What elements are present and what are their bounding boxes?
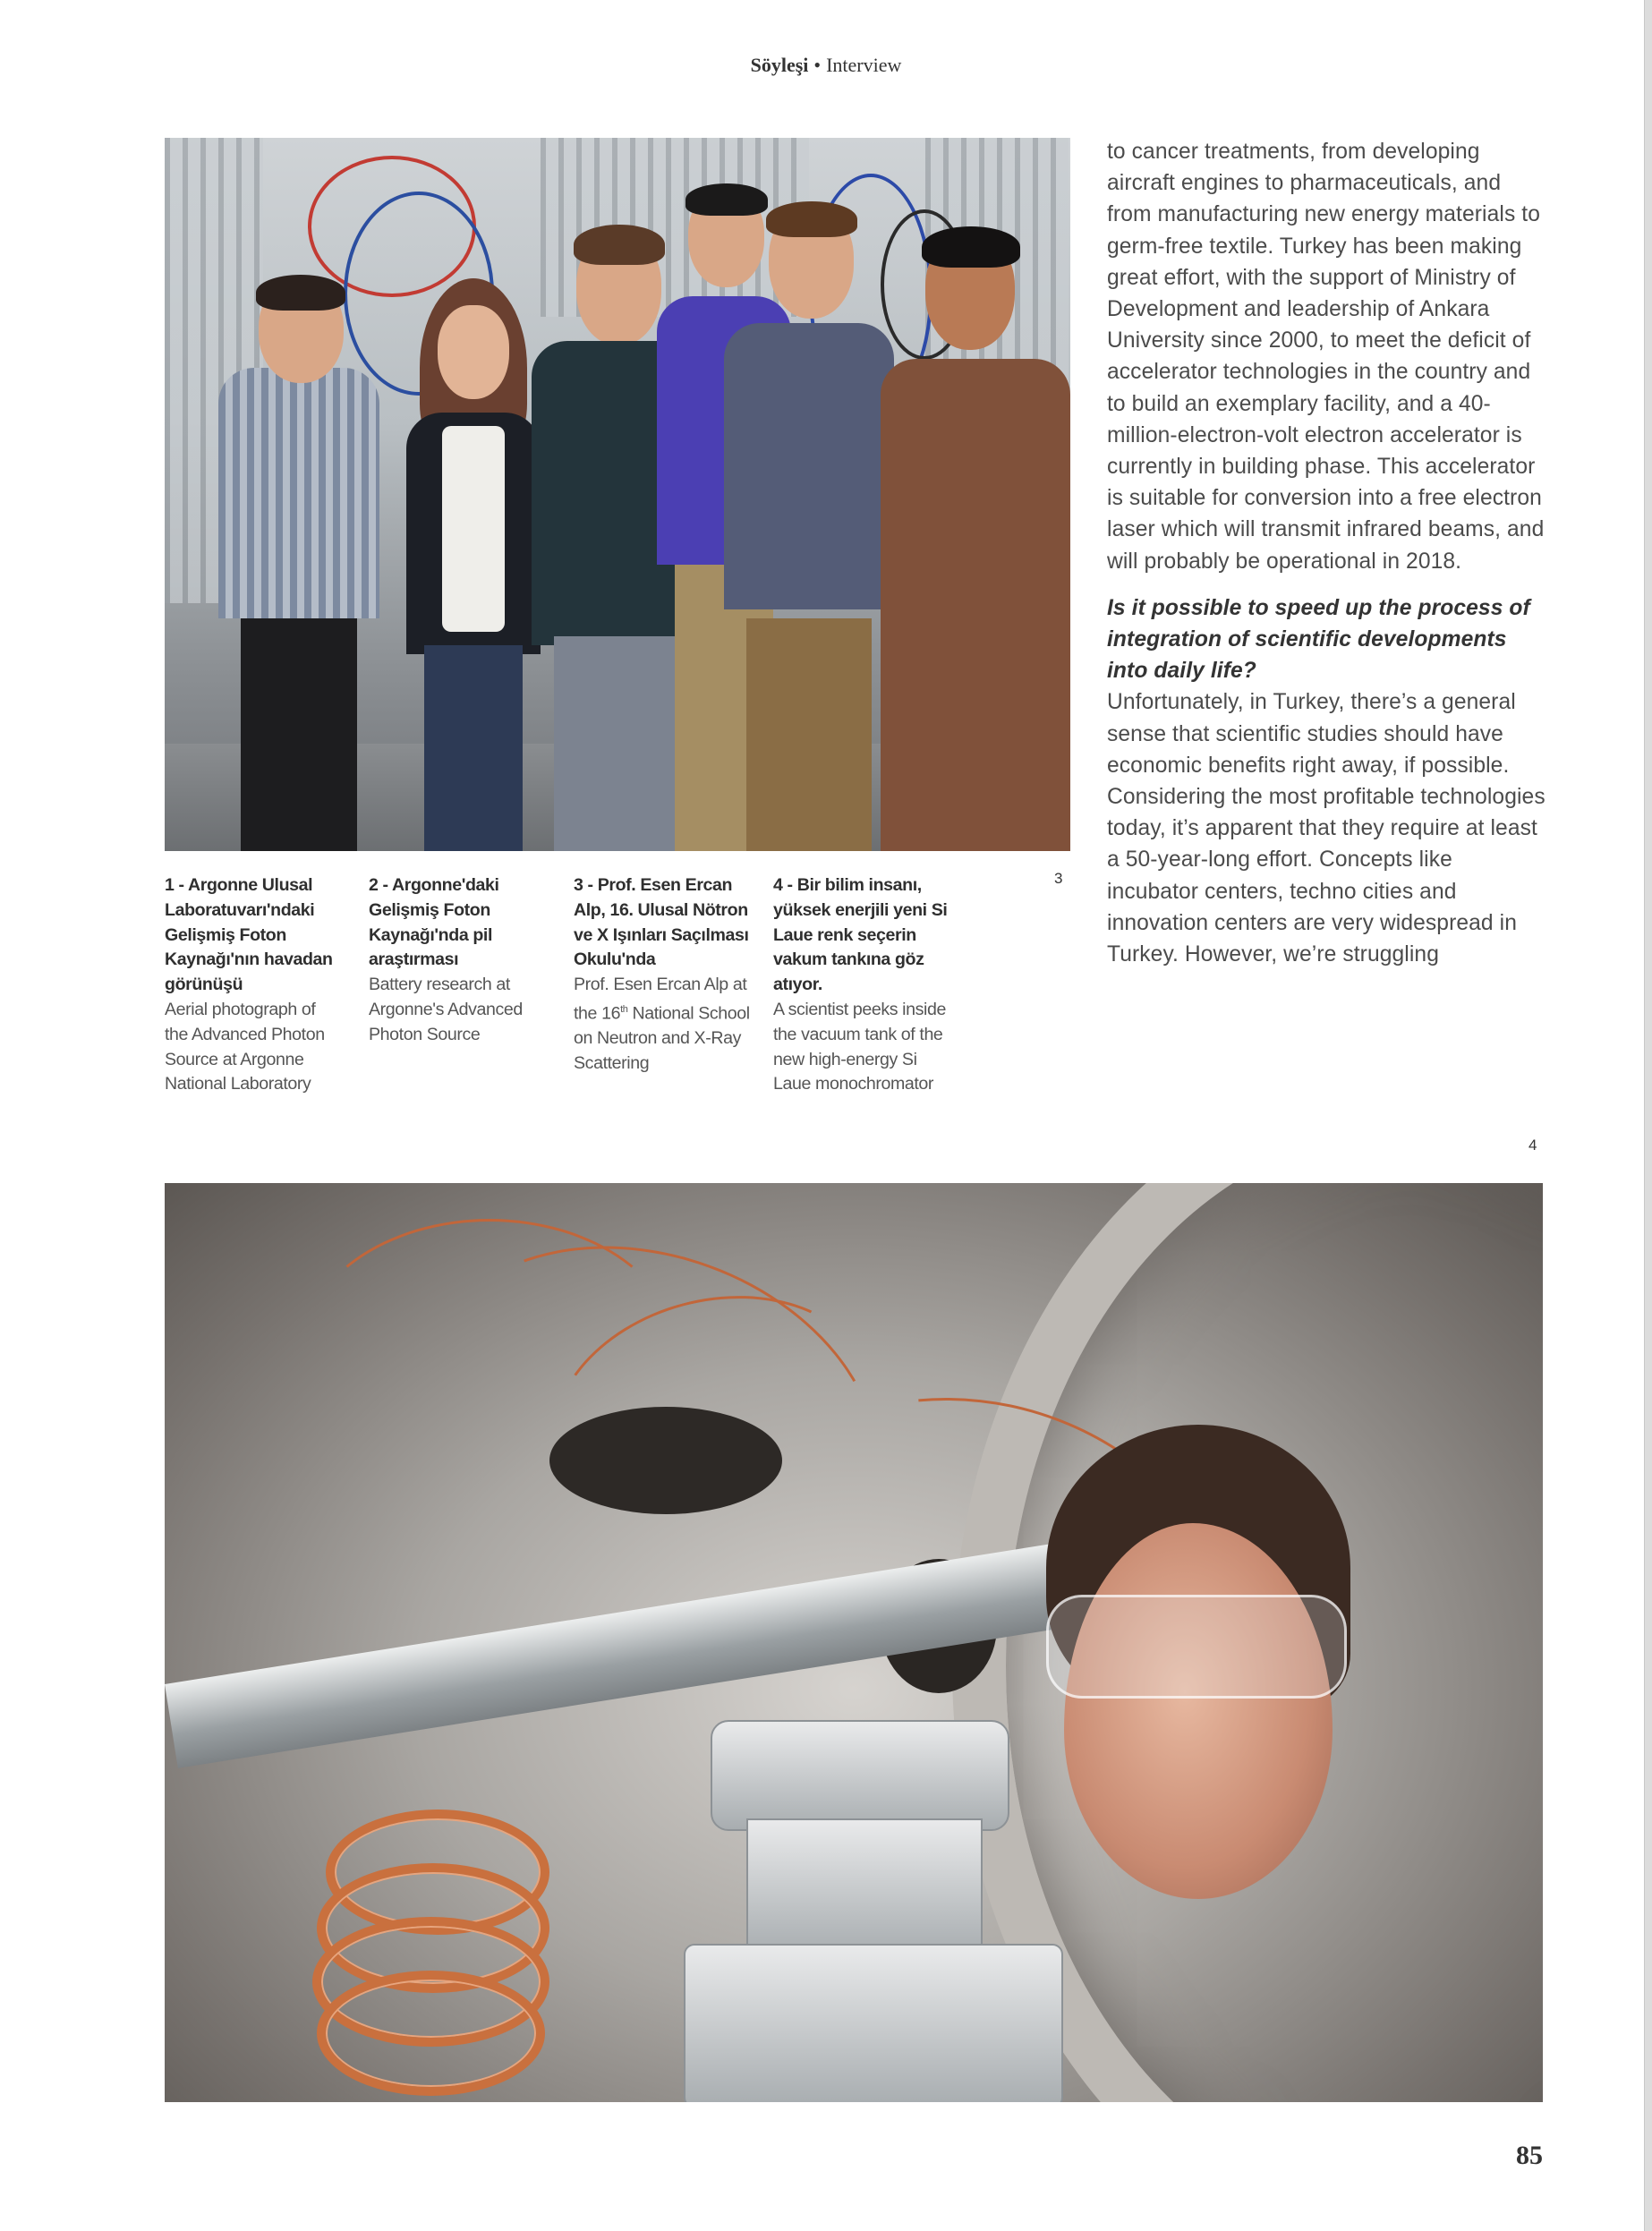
page-number: 85 bbox=[1516, 2141, 1543, 2170]
tshirt bbox=[881, 359, 1070, 851]
button-shirt bbox=[724, 323, 894, 609]
caption-2-english: Battery research at Argonne's Advanced Photon Source bbox=[369, 975, 523, 1044]
person bbox=[872, 234, 1070, 851]
caption-3 bbox=[574, 873, 753, 1077]
photo-scientist-vacuum-tank bbox=[165, 1183, 1543, 2102]
header-kicker: Söyleşi bbox=[750, 54, 809, 76]
header-section: Interview bbox=[826, 54, 902, 76]
caption-2 bbox=[369, 873, 548, 1048]
person bbox=[209, 225, 388, 851]
copper-coil bbox=[317, 1971, 545, 2096]
caption-3-english-part1: Prof. Esen Ercan Alp at the 16 bbox=[574, 975, 747, 1024]
running-header bbox=[0, 54, 1652, 77]
monochromator-top bbox=[711, 1720, 1009, 1831]
interview-question: Is it possible to speed up the process of integration of scientific developments into daily life? bbox=[1107, 595, 1530, 684]
caption-4-english: A scientist peeks inside the vacuum tank of the new high-energy Si Laue monochromator bbox=[773, 999, 946, 1094]
person bbox=[402, 278, 545, 851]
caption-1 bbox=[165, 873, 339, 1097]
caption-1-english: Aerial photograph of the Advanced Photon Source at Argonne National Laboratory bbox=[165, 999, 325, 1094]
header-separator: • bbox=[813, 54, 822, 76]
plaid-shirt bbox=[218, 368, 379, 618]
head bbox=[438, 305, 509, 399]
trousers bbox=[746, 618, 872, 851]
monochromator-body bbox=[746, 1818, 983, 1956]
body-paragraph: to cancer treatments, from developing aircraft engines to pharmaceuticals, and from manufacturing new energy materials to germ-free textile. Turkey has been making great effort, with the support of Ministry of Development and leadership of Ankara University since 2000, to meet the deficit of accelerator technologies in the country and to build an exemplary facility, and a 40-million-electron-volt electron accelerator is currently in building phase. This accelerator is suitable for conversion into a free electron laser which will transmit infrared beams, and will probably be operational in 2018. bbox=[1107, 140, 1545, 574]
hair bbox=[256, 275, 345, 311]
blouse bbox=[442, 426, 505, 632]
trousers bbox=[241, 618, 357, 851]
caption-4 bbox=[773, 873, 952, 1097]
caption-3-english-part2: National School on Neutron and X-Ray Scattering bbox=[574, 1003, 750, 1074]
caption-2-turkish: 2 - Argonne'daki Gelişmiş Foton Kaynağı'nda pil araştırması bbox=[369, 875, 499, 970]
caption-3-ordinal-suffix: th bbox=[620, 1003, 628, 1015]
hair bbox=[922, 226, 1020, 268]
monochromator-base bbox=[684, 1944, 1063, 2102]
page-edge bbox=[1644, 0, 1652, 2231]
photo-group-in-lab bbox=[165, 138, 1070, 851]
body-paragraph: Unfortunately, in Turkey, there’s a general sense that scientific studies should have economic benefits right away, if possible. Considering the most profitable technologies today, it’s apparent that they require at least a 50-year-long effort. Concepts like incubator centers, techno cities and innovation centers are very widespread in Turkey. However, we’re struggling bbox=[1107, 690, 1546, 967]
article-body bbox=[1107, 136, 1546, 970]
figure-number-4: 4 bbox=[1529, 1137, 1537, 1154]
caption-3-turkish: 3 - Prof. Esen Ercan Alp, 16. Ulusal Nötron ve X Işınları Saçılması Okulu'nda bbox=[574, 875, 749, 970]
caption-4-turkish: 4 - Bir bilim insanı, yüksek enerjili yeni Si Laue renk seçerin vakum tankına göz atıyor. bbox=[773, 875, 948, 995]
jeans bbox=[424, 645, 523, 851]
caption-1-turkish: 1 - Argonne Ulusal Laboratuvarı'ndaki Gelişmiş Foton Kaynağı'nın havadan görünüşü bbox=[165, 875, 333, 995]
hair bbox=[766, 201, 857, 237]
caption-3-english bbox=[574, 973, 753, 1077]
safety-goggles bbox=[1046, 1595, 1347, 1699]
figure-number-3: 3 bbox=[1054, 870, 1063, 887]
